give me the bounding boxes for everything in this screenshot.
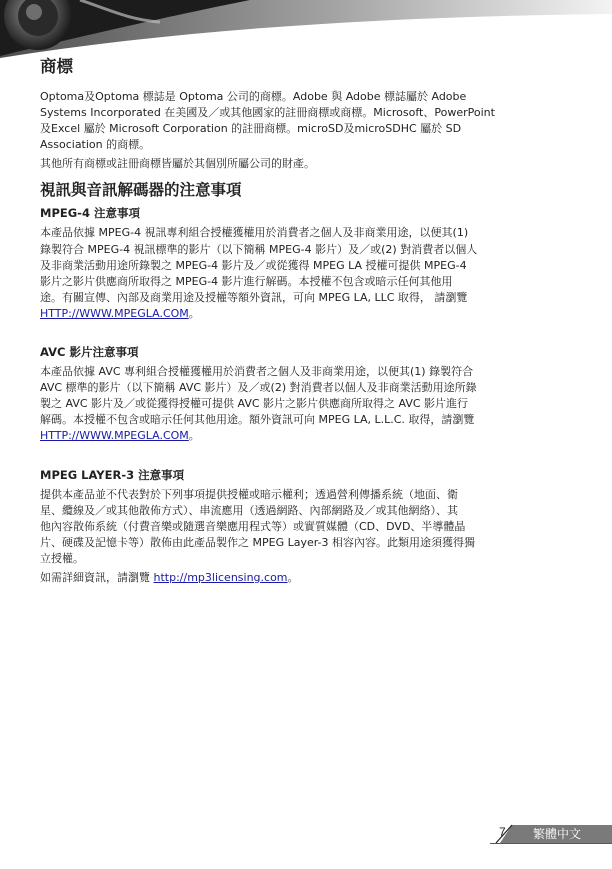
- mp3-heading: MPEG LAYER-3 注意事項: [40, 467, 185, 482]
- mpeg4-paragraph: [40, 225, 558, 322]
- text-line: 解碼。本授權不包含或暗示任何其他用途。額外資訊可向 MPEG LA, L.L.C. 取得，請瀏覽: [40, 413, 475, 427]
- text-line: 錄製符合 MPEG-4 視訊標準的影片（以下簡稱 MPEG-4 影片）及／或(2) 對消費者以個人: [40, 242, 478, 256]
- link-suffix: 。: [188, 429, 200, 443]
- text-line: 及非商業活動用途所錄製之 MPEG-4 影片及／或從獲得 MPEG LA 授權可提供 MPEG-4: [40, 258, 467, 272]
- text-line: AVC 標準的影片（以下簡稱 AVC 影片）及／或(2) 對消費者以個人及非商業活動用途所錄: [40, 381, 477, 395]
- more-info-prefix: 如需詳細資訊，請瀏覽: [40, 570, 154, 584]
- trademark-paragraph: [40, 89, 558, 153]
- text-line: 途。有關宣傳、內部及商業用途及授權等額外資訊，可向 MPEG LA, LLC 取得， 請瀏覽: [40, 290, 468, 304]
- text-line: 影片之影片供應商所取得之 MPEG-4 影片進行解碼。本授權不包含或暗示任何其他用: [40, 274, 453, 288]
- text-line: 他內容散佈系統（付費音樂或隨選音樂應用程式等）或實質媒體（CD、DVD、半導體晶: [40, 519, 466, 533]
- text-line: 及Excel 屬於 Microsoft Corporation 的註冊商標。microSD及microSDHC 屬於 SD: [40, 122, 462, 136]
- trademark-note: 其他所有商標或註冊商標皆屬於其個別所屬公司的財產。: [40, 157, 315, 171]
- link-suffix: 。: [287, 570, 299, 584]
- page-content: [40, 57, 558, 586]
- text-line: Association 的商標。: [40, 138, 151, 152]
- link-suffix: 。: [188, 306, 200, 320]
- text-line: 製之 AVC 影片及／或從獲得授權可提供 AVC 影片之影片供應商所取得之 AVC 影片進行: [40, 397, 469, 411]
- page-number: 7: [499, 825, 506, 839]
- mpegla-link[interactable]: HTTP://WWW.MPEGLA.COM: [40, 306, 189, 320]
- mpeg4-heading: MPEG-4 注意事項: [40, 206, 140, 221]
- text-line: 星、纜線及／或其他散佈方式）、串流應用（透過網路、內部網路及／或其他網絡）、其: [40, 503, 458, 517]
- text-line: Systems Incorporated 在美國及／或其他國家的註冊商標或商標。Microsoft、PowerPoint: [40, 106, 495, 120]
- mp3licensing-link[interactable]: http://mp3licensing.com: [153, 570, 288, 584]
- text-line: 片、硬碟及記憶卡等）散佈由此產品製作之 MPEG Layer-3 相容內容。此類用途須獲得獨: [40, 535, 476, 549]
- text-line: 提供本產品並不代表對於下列事項提供授權或暗示權利；透過營利傳播系統（地面、衛: [40, 487, 458, 501]
- header-lens-graphic: [0, 0, 612, 62]
- mp3-paragraph: [40, 487, 558, 567]
- mp3-more-info: [40, 570, 558, 586]
- language-label: 繁體中文: [533, 827, 582, 841]
- avc-heading: AVC 影片注意事項: [40, 345, 139, 360]
- text-line: 本產品依據 MPEG-4 視訊專利組合授權獲權用於消費者之個人及非商業用途，以便其(1): [40, 226, 469, 240]
- text-line: 立授權。: [40, 551, 84, 565]
- text-line: 本產品依據 AVC 專利組合授權獲權用於消費者之個人及非商業用途，以便其(1) 錄製符合: [40, 365, 474, 379]
- avc-paragraph: [40, 364, 558, 444]
- mpegla-link[interactable]: HTTP://WWW.MPEGLA.COM: [40, 429, 189, 443]
- codec-heading: 視訊與音訊解碼器的注意事項: [40, 181, 242, 200]
- trademark-heading: 商標: [40, 57, 73, 76]
- text-line: Optoma及Optoma 標誌是 Optoma 公司的商標。Adobe 與 Adobe 標誌屬於 Adobe: [40, 90, 467, 103]
